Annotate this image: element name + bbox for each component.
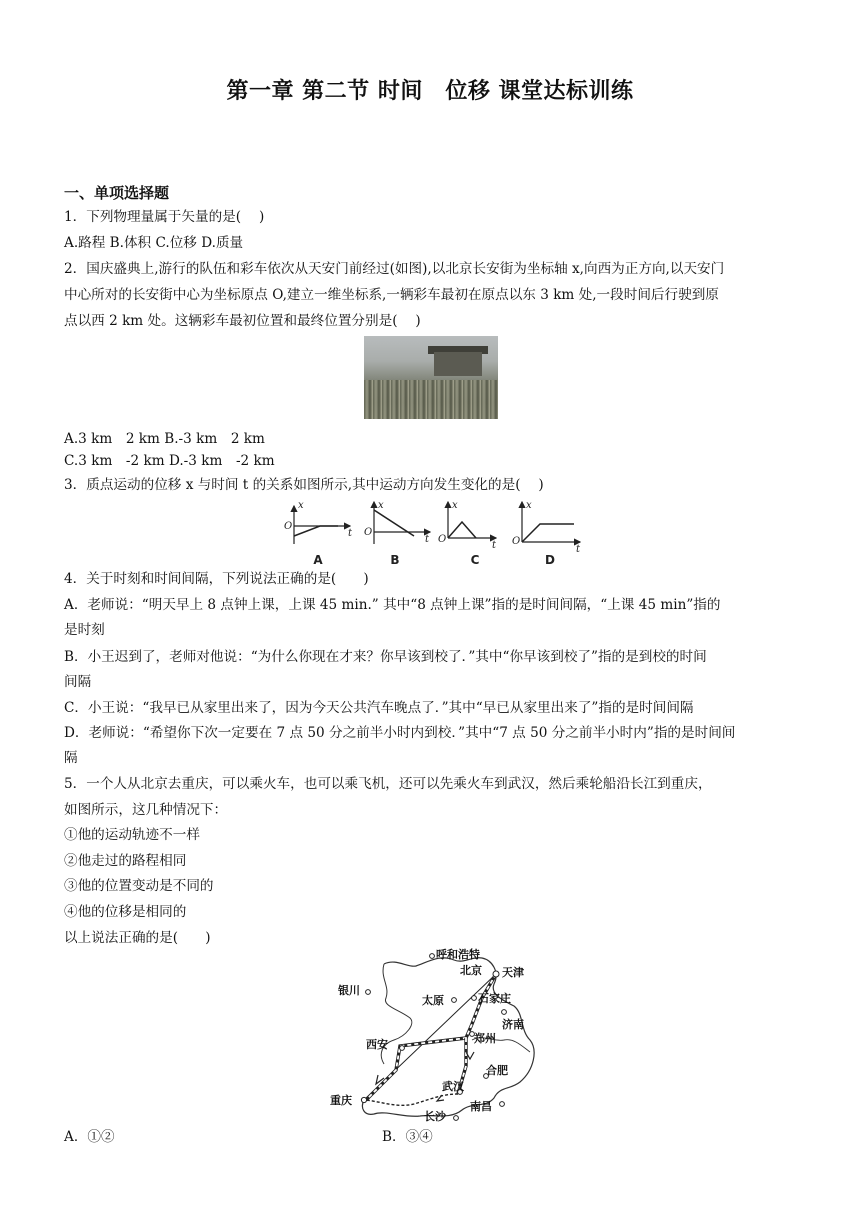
question-5-statement-1: ①他的运动轨迹不一样 — [64, 827, 200, 843]
city-taiyuan: 太原 — [422, 994, 444, 1007]
question-5-stem-line-1: 5．一个人从北京去重庆，可以乘火车，也可以乘飞机，还可以先乘火车到武汉，然后乘轮船沿长江到重庆， — [64, 776, 712, 792]
city-zhengzhou: 郑州 — [474, 1032, 496, 1045]
city-hefei: 合肥 — [486, 1064, 508, 1077]
graph-a-caption: A — [313, 553, 323, 567]
city-yinchuan: 银川 — [338, 984, 360, 997]
question-5-option-a: A．①② — [64, 1129, 115, 1145]
question-5-stem-line-2: 如图所示，这几种情况下： — [64, 802, 228, 818]
city-nanchang: 南昌 — [470, 1100, 492, 1113]
question-2-stem-line-2: 中心所对的长安街中心为坐标原点 O,建立一维坐标系,一辆彩车最初在原点以东 3 km 处,一段时间后行驶到原 — [64, 287, 719, 303]
city-wuhan: 武汉 — [442, 1080, 464, 1093]
question-4-option-a-line-2: 是时刻 — [64, 622, 105, 638]
graph-c-origin: O — [438, 534, 447, 545]
city-beijing: 北京 — [460, 964, 482, 977]
question-4-stem: 4．关于时刻和时间间隔，下列说法正确的是( ) — [64, 571, 369, 587]
question-3-stem: 3．质点运动的位移 x 与时间 t 的关系如图所示,其中运动方向发生变化的是( ) — [64, 477, 544, 493]
question-5-ask: 以上说法正确的是( ) — [64, 930, 211, 946]
graph-c-x-label: x — [452, 500, 458, 511]
question-2-options-line-1: A.3 km 2 km B.-3 km 2 km — [64, 431, 265, 447]
displacement-time-graphs — [278, 498, 590, 570]
graph-b-caption: B — [390, 553, 400, 567]
page-title: 第一章 第二节 时间 位移 课堂达标训练 — [226, 79, 634, 104]
graph-a-x-label: x — [298, 500, 304, 511]
question-1-stem: 1．下列物理量属于矢量的是( ) — [64, 209, 265, 225]
graph-a-t-label: t — [348, 528, 353, 539]
graph-d-t-label: t — [576, 544, 581, 555]
question-5-statement-3: ③他的位置变动是不同的 — [64, 878, 214, 894]
graph-c-caption: C — [470, 553, 480, 567]
graph-b — [364, 500, 430, 545]
question-4-option-c-line-1: C．小王说：“我早已从家里出来了，因为今天公共汽车晚点了．”其中“早已从家里出来了”指的是时间间隔 — [64, 700, 694, 716]
question-4-option-d-line-2: 隔 — [64, 750, 78, 766]
question-5-option-b: B．③④ — [382, 1129, 433, 1145]
question-4-option-b-line-1: B．小王迟到了，老师对他说：“为什么你现在才来？你早该到校了．”其中“你早该到校了”指的是到校的时间 — [64, 649, 707, 665]
tiananmen-parade-photo — [364, 336, 498, 419]
graph-d-origin: O — [512, 536, 521, 547]
city-huhehaote: 呼和浩特 — [436, 948, 480, 961]
graph-d-x-label: x — [526, 500, 532, 511]
question-4-option-d-line-1: D．老师说：“希望你下次一定要在 7 点 50 分之前半小时内到校．”其中“7 点 50 分之前半小时内”指的是时间间 — [64, 725, 736, 741]
graph-a — [284, 500, 353, 544]
graph-d-caption: D — [545, 553, 555, 567]
graph-c — [438, 500, 497, 551]
city-chongqing: 重庆 — [330, 1094, 352, 1107]
city-changsha: 长沙 — [424, 1110, 446, 1123]
question-2-stem-line-3: 点以西 2 km 处。这辆彩车最初位置和最终位置分别是( ) — [64, 313, 421, 329]
graph-c-t-label: t — [492, 540, 497, 551]
question-4-option-b-line-2: 间隔 — [64, 674, 92, 690]
question-1-options: A.路程 B.体积 C.位移 D.质量 — [64, 235, 244, 251]
section-heading: 一、单项选择题 — [64, 184, 170, 202]
graph-b-x-label: x — [378, 500, 384, 511]
china-route-map — [324, 944, 546, 1130]
question-2-stem-line-1: 2．国庆盛典上,游行的队伍和彩车依次从天安门前经过(如图),以北京长安街为坐标轴 x,向西为正方向,以天安门 — [64, 261, 725, 277]
city-jinan: 济南 — [502, 1018, 524, 1031]
city-shijiazhuang: 石家庄 — [478, 992, 511, 1005]
city-xian: 西安 — [366, 1038, 388, 1051]
question-5-statement-4: ④他的位移是相同的 — [64, 904, 187, 920]
graph-b-origin: O — [364, 527, 373, 538]
question-2-options-line-2: C.3 km -2 km D.-3 km -2 km — [64, 453, 275, 469]
city-tianjin: 天津 — [502, 966, 524, 979]
graph-b-t-label: t — [425, 534, 430, 545]
graph-a-origin: O — [284, 521, 293, 532]
question-5-statement-2: ②他走过的路程相同 — [64, 853, 187, 869]
graph-d — [512, 500, 581, 555]
question-4-option-a-line-1: A．老师说：“明天早上 8 点钟上课，上课 45 min.” 其中“8 点钟上课”指的是时间间隔，“上课 45 min”指的 — [64, 597, 721, 613]
